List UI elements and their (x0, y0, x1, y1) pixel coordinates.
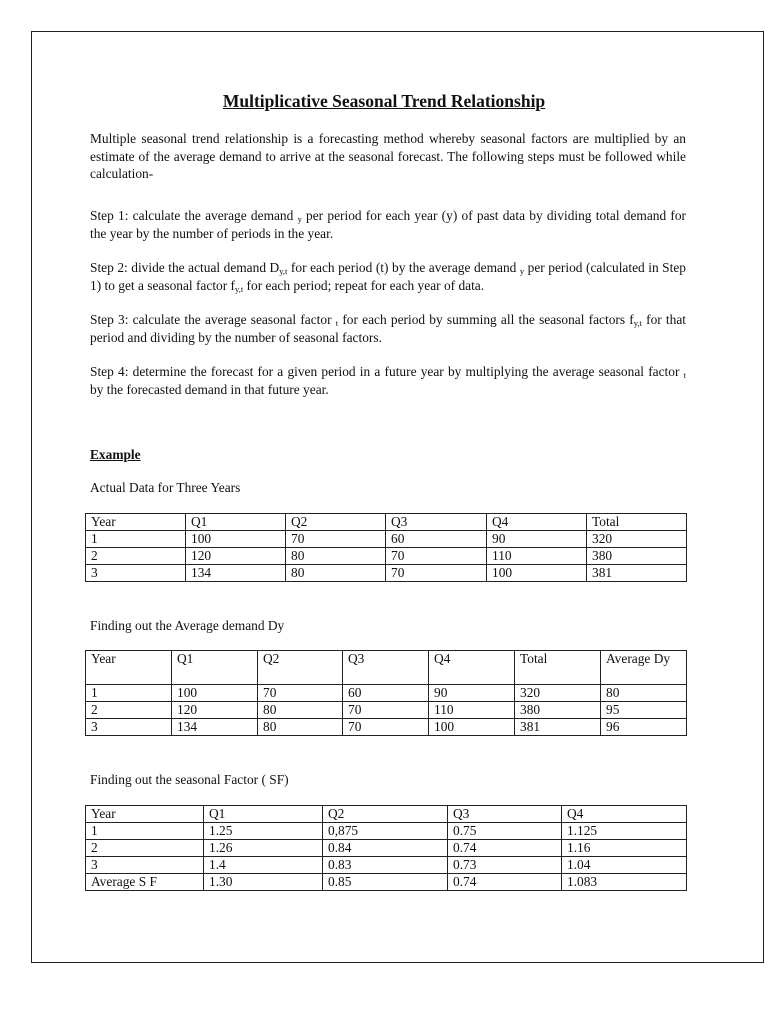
table-row (86, 565, 687, 582)
table-cell: 320 (587, 531, 687, 548)
header-cell: Q3 (343, 651, 429, 685)
header-cell: Year (86, 514, 186, 531)
table-row (86, 702, 687, 719)
table-cell: 80 (258, 702, 343, 719)
table-cell: 80 (286, 548, 386, 565)
table-header-row (86, 514, 687, 531)
header-cell: Average Dy (601, 651, 687, 685)
step-4-paragraph: Step 4: determine the forecast for a given period in a future year by multiplying the average seasonal factor $_t$ by the forecasted demand in that future year. (90, 364, 686, 397)
header-cell: Total (515, 651, 601, 685)
header-cell: Q1 (204, 806, 323, 823)
header-cell: Q2 (258, 651, 343, 685)
header-cell: Q2 (323, 806, 448, 823)
table-cell: 2 (86, 702, 172, 719)
header-cell: Q4 (562, 806, 687, 823)
average-demand-table (85, 650, 687, 736)
table-cell: 320 (515, 685, 601, 702)
table-cell: 60 (386, 531, 487, 548)
table-cell: 1.083 (562, 874, 687, 891)
table-cell: 100 (172, 685, 258, 702)
header-cell: Q1 (186, 514, 286, 531)
header-cell: Year (86, 651, 172, 685)
seasonal-factor-table (85, 805, 687, 891)
table-cell: 1 (86, 685, 172, 702)
table-row (86, 685, 687, 702)
table-cell: 90 (487, 531, 587, 548)
header-cell: Q3 (386, 514, 487, 531)
table-cell: 0,875 (323, 823, 448, 840)
table-row (86, 719, 687, 736)
table-cell: 134 (186, 565, 286, 582)
document-title: Multiplicative Seasonal Trend Relationship (222, 91, 546, 111)
table-cell: 0.75 (448, 823, 562, 840)
table-cell: 0.85 (323, 874, 448, 891)
table-cell: 134 (172, 719, 258, 736)
table-row (86, 857, 687, 874)
table-cell: 100 (429, 719, 515, 736)
table-header-row (86, 651, 687, 685)
table-cell: 2 (86, 548, 186, 565)
example-heading: Example (90, 447, 141, 462)
table-cell: 0.73 (448, 857, 562, 874)
table-cell: 1.04 (562, 857, 687, 874)
table-cell: 70 (258, 685, 343, 702)
table-cell: 0.74 (448, 840, 562, 857)
table-cell: 1.4 (204, 857, 323, 874)
header-cell: Q4 (487, 514, 587, 531)
table-cell: 0.74 (448, 874, 562, 891)
actual-data-table (85, 513, 687, 582)
header-cell: Total (587, 514, 687, 531)
header-cell: Year (86, 806, 204, 823)
table-cell: 1.16 (562, 840, 687, 857)
table-cell: 70 (343, 719, 429, 736)
table3-caption: Finding out the seasonal Factor ( SF) (90, 772, 289, 787)
step-3-paragraph: Step 3: calculate the average seasonal factor $_t$ for each period by summing all the seasonal factors $f_{y,t}$ for that period and dividing by the number of seasonal factors. (90, 312, 687, 345)
header-cell: Q4 (429, 651, 515, 685)
table-cell: 380 (587, 548, 687, 565)
table-cell: 70 (386, 565, 487, 582)
header-cell: Q3 (448, 806, 562, 823)
table-cell: 3 (86, 719, 172, 736)
table-row (86, 531, 687, 548)
table-cell: 110 (429, 702, 515, 719)
table-row (86, 840, 687, 857)
table-cell: 80 (258, 719, 343, 736)
table-cell: 120 (172, 702, 258, 719)
table-cell: 120 (186, 548, 286, 565)
header-cell: Q2 (286, 514, 386, 531)
step-2-paragraph: Step 2: divide the actual demand $D_{y,t}$ for each period (t) by the average demand $_y$ per period (calculated in Step 1) to get a seasonal factor $f_{y,t}$ for each period; repeat for each year of data. (90, 260, 686, 294)
table-cell: 80 (286, 565, 386, 582)
table-cell: 100 (487, 565, 587, 582)
table-cell: 1 (86, 531, 186, 548)
table-cell: 0.83 (323, 857, 448, 874)
table-cell: 70 (386, 548, 487, 565)
table-cell: 381 (515, 719, 601, 736)
table-cell: 3 (86, 565, 186, 582)
table-cell: 381 (587, 565, 687, 582)
table-cell: 1.25 (204, 823, 323, 840)
table-cell: 380 (515, 702, 601, 719)
table-cell: 3 (86, 857, 204, 874)
table-row (86, 874, 687, 891)
table-cell: 1.125 (562, 823, 687, 840)
table-cell: 96 (601, 719, 687, 736)
table-cell: 80 (601, 685, 687, 702)
table-cell: 100 (186, 531, 286, 548)
table1-caption: Actual Data for Three Years (90, 480, 241, 495)
table-cell: 1.26 (204, 840, 323, 857)
table-row (86, 548, 687, 565)
table-cell: 110 (487, 548, 587, 565)
table-cell: 70 (286, 531, 386, 548)
table-cell: 90 (429, 685, 515, 702)
table-cell: 60 (343, 685, 429, 702)
intro-paragraph: Multiple seasonal trend relationship is a forecasting method whereby seasonal factors are multiplied by an estimate of the average demand to arrive at the seasonal forecast. The following steps must be followed while calculation- (90, 131, 686, 181)
table-cell: 95 (601, 702, 687, 719)
table-cell: 2 (86, 840, 204, 857)
table2-caption: Finding out the Average demand Dy (90, 618, 285, 633)
table-row (86, 823, 687, 840)
table-cell: 0.84 (323, 840, 448, 857)
step-1-paragraph: Step 1: calculate the average demand $_y$ per period for each year (y) of past data by dividing total demand for the year by the number of periods in the year. (90, 208, 686, 241)
table-header-row (86, 806, 687, 823)
table-cell: 1 (86, 823, 204, 840)
table-cell: Average S F (86, 874, 204, 891)
header-cell: Q1 (172, 651, 258, 685)
table-cell: 70 (343, 702, 429, 719)
table-cell: 1.30 (204, 874, 323, 891)
